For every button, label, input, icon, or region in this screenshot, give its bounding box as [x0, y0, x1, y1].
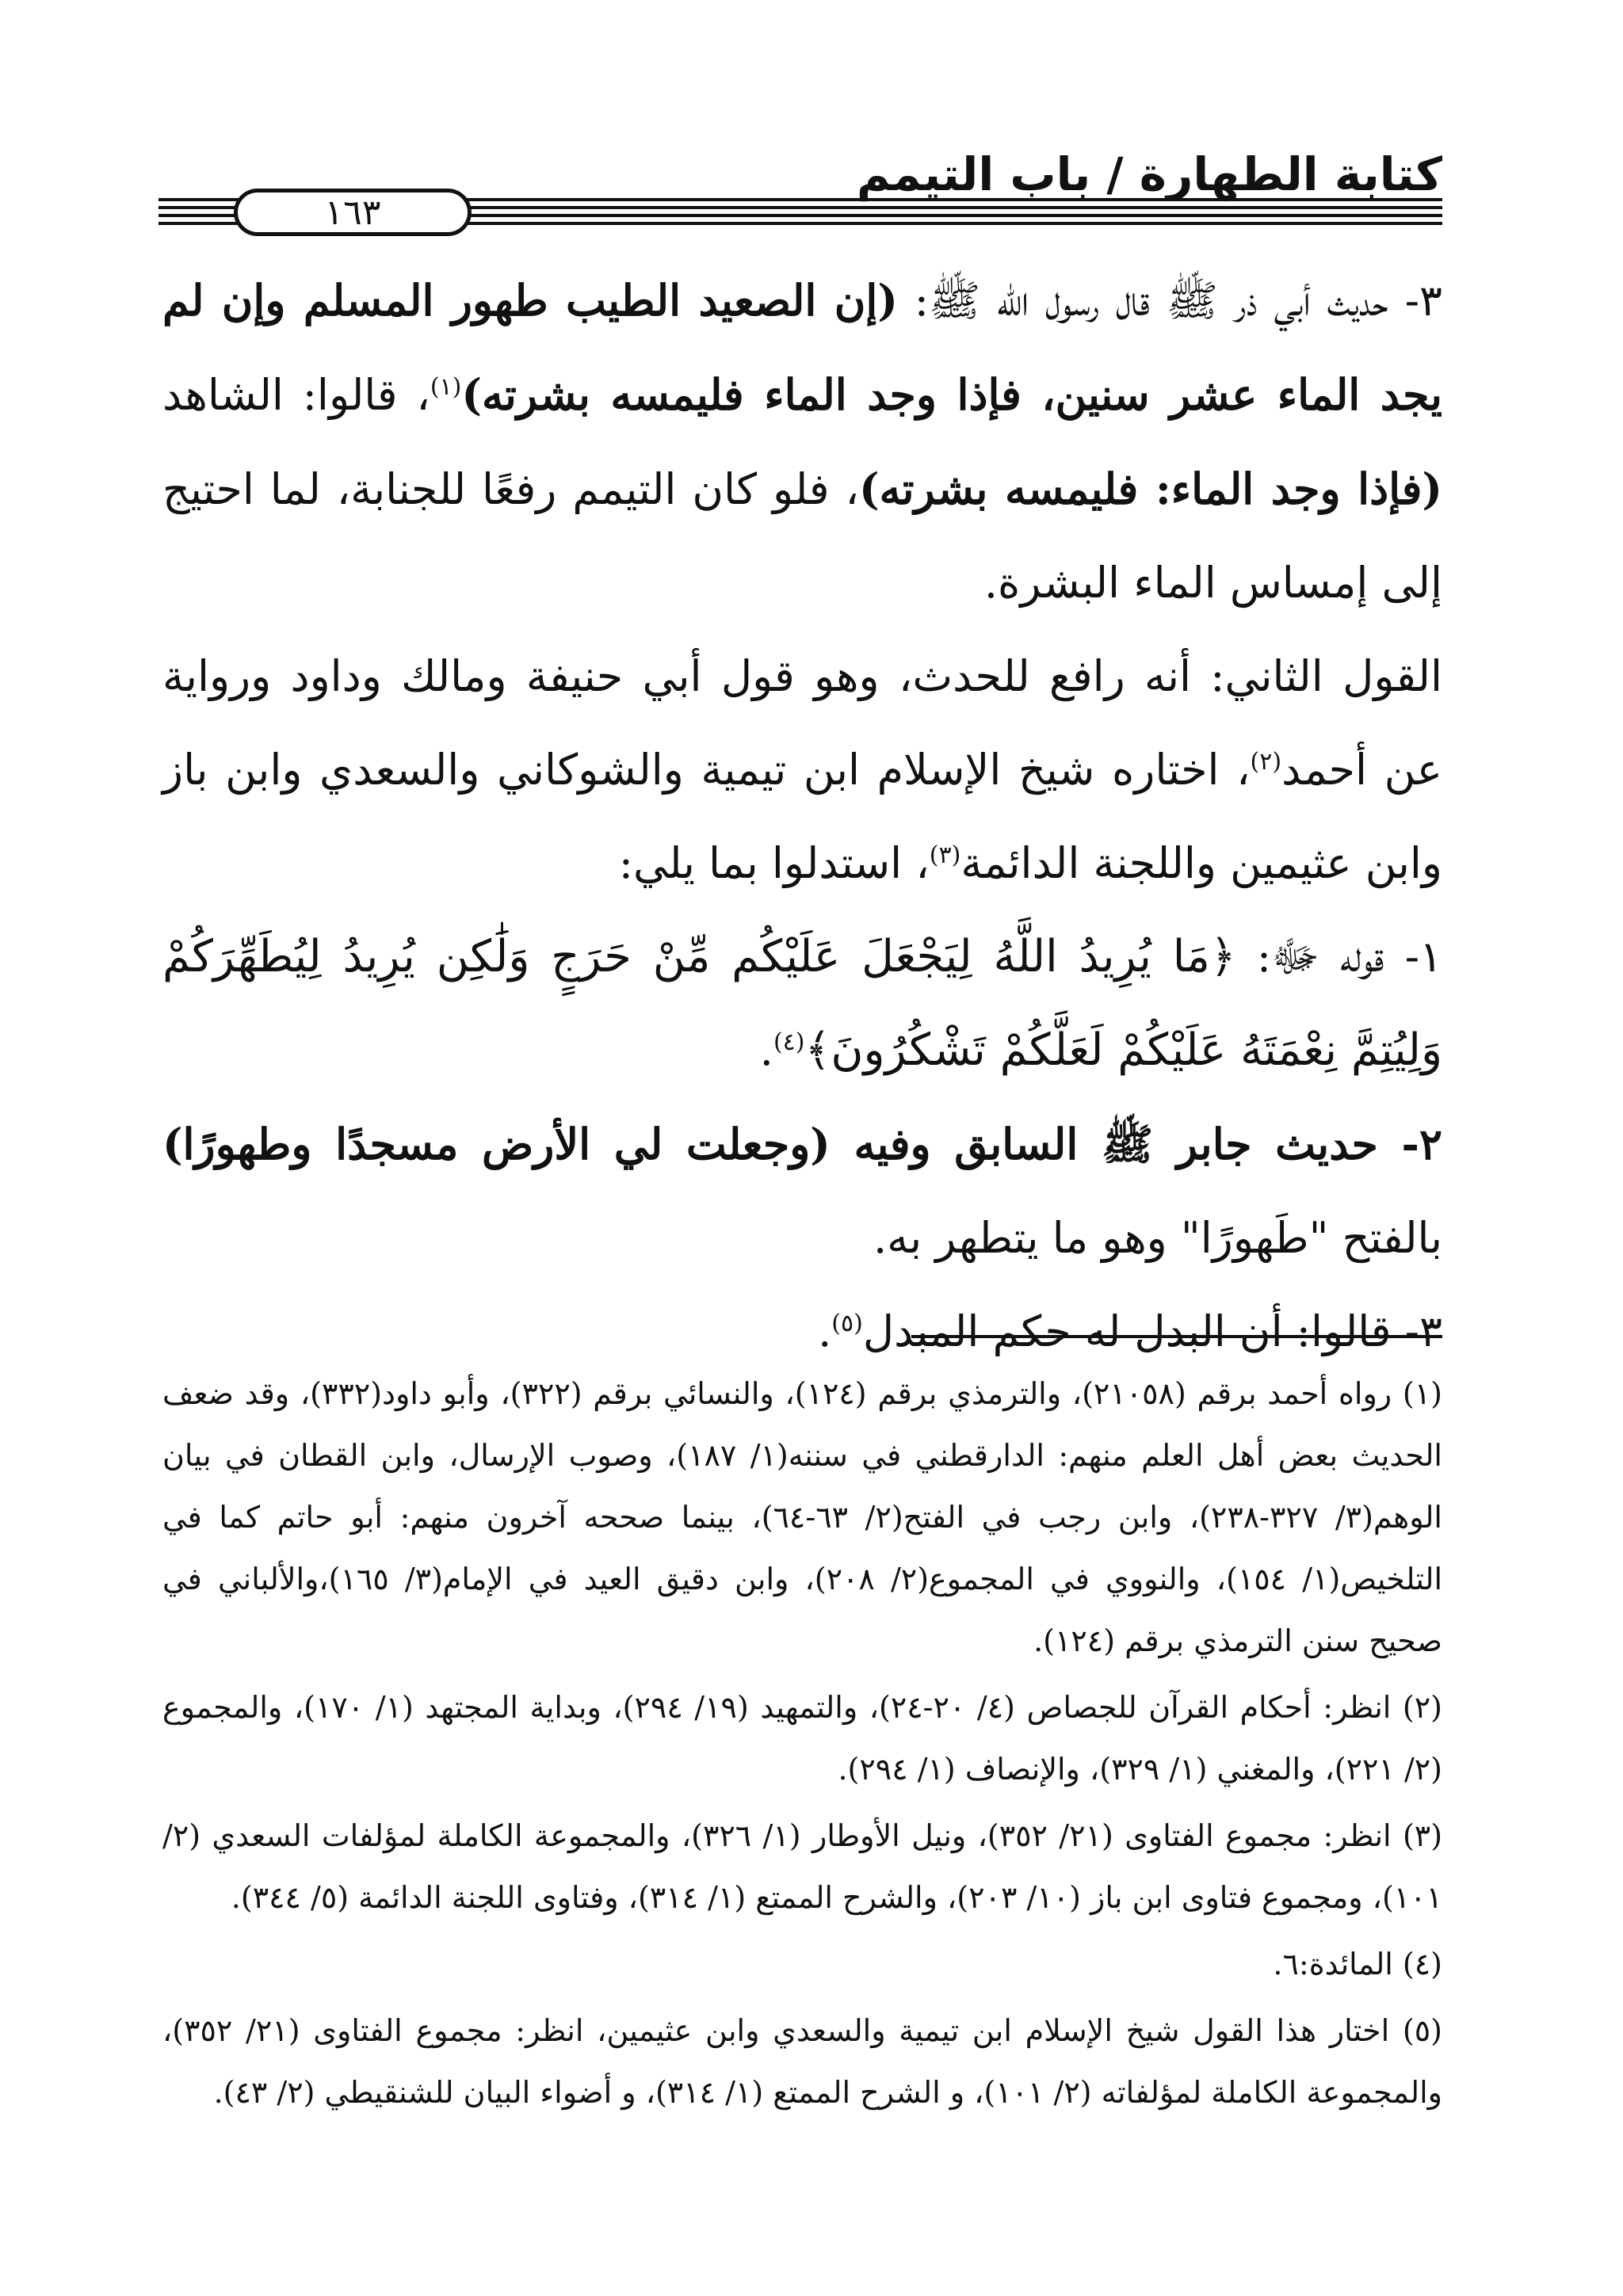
text-run: بالفتح "طَهورًا" وهو ما يتطهر به.	[873, 1213, 1442, 1263]
text-run: ٢- حديث جابر ﷺ السابق وفيه	[830, 1119, 1442, 1169]
footnote-number: (٣)	[1402, 1818, 1443, 1853]
footnote-text: المائدة:٦.	[1273, 1947, 1393, 1981]
footnote-text: انظر: مجموع الفتاوى (٢١/ ٣٥٢)، ونيل الأوطار (١/ ٣٢٦)، والمجموعة الكاملة لمؤلفات السعدي (٢/ ١٠١)، ومجموع فتاوى ابن باز (١٠/ ٢٠٣)، والشرح الممتع (١/ ٣١٤)، وفتاوى اللجنة الدائمة (٥/ ٣٤٤).	[162, 1818, 1442, 1915]
footnote-text: انظر: أحكام القرآن للجصاص (٤/ ٢٠-٢٤)، والتمهيد (١٩/ ٢٩٤)، وبداية المجتهد (١/ ١٧٠)، والمجموع (٢/ ٢٢١)، والمغني (١/ ٣٢٩)، والإنصاف (١/ ٢٩٤).	[162, 1690, 1442, 1787]
paragraph	[162, 254, 1442, 630]
text-run: ، استدلوا بما يلي:	[618, 838, 930, 888]
footnote-ref: (١)	[430, 373, 462, 401]
footnote-text: رواه أحمد برقم (٢١٠٥٨)، والترمذي برقم (١٢٤)، والنسائي برقم (٣٢٢)، وأبو داود(٣٣٢)، وقد ضعف الحديث بعض أهل العلم منهم: الدارقطني في سننه(١/ ١٨٧)، وصوب الإرسال، وابن القطان في بيان الوهم(٣/ ٣٢٧-٢٣٨)، وابن رجب في الفتح(٢/ ٦٣-٦٤)، بينما صححه آخرون منهم: أبو حاتم كما في التلخيص(١/ ١٥٤)، والنووي في المجموع(٢/ ٢٠٨)، وابن دقيق العيد في الإمام(٣/ ١٦٥)،والألباني في صحيح سنن الترمذي برقم (١٢٤).	[162, 1376, 1442, 1658]
footnote-ref: (٤)	[773, 1028, 805, 1056]
footnote	[162, 1676, 1442, 1800]
text-run: ، فلو كان التيمم رفعًا للجنابة، لما احتيج إلى إمساس الماء البشرة.	[162, 464, 1442, 608]
footnote	[162, 1363, 1442, 1672]
footnote-text: اختار هذا القول شيخ الإسلام ابن تيمية والسعدي وابن عثيمين، انظر: مجموع الفتاوى (٢١/ ٣٥٢)، والمجموعة الكاملة لمؤلفاته (٢/ ١٠١)، و الشرح الممتع (١/ ٣١٤)، و أضواء البيان للشنقيطي (٢/ ٤٣).	[162, 2013, 1442, 2110]
page-number: ١٦٣	[234, 189, 472, 236]
footnote-ref: (٢)	[1250, 748, 1282, 776]
text-run: ٣- حديث أبي ذر ﷺ قال رسول الله ﷺ:	[897, 276, 1442, 326]
running-title: كتابة الطهارة / باب التيمم	[856, 147, 1442, 201]
footnote	[162, 2000, 1442, 2123]
paragraph	[162, 630, 1442, 910]
footnote-ref: (٣)	[929, 841, 961, 869]
text-run: ٣- قالوا: أن البدل له حكم المبدل	[862, 1306, 1442, 1356]
text-run: ، قالوا: الشاهد	[162, 370, 430, 420]
paragraph	[162, 1097, 1442, 1285]
paragraph	[162, 910, 1442, 1097]
quran-verse: ﴿مَا يُرِيدُ اللَّهُ لِيَجْعَلَ عَلَيْكُم مِّنْ حَرَجٍ وَلَٰكِن يُرِيدُ لِيُطَهِّرَكُمْ وَلِيُتِمَّ نِعْمَتَهُ عَلَيْكُمْ لَعَلَّكُمْ تَشْكُرُونَ﴾	[162, 931, 1442, 1076]
text-run: ، اختاره شيخ الإسلام ابن تيمية والشوكاني والسعدي وابن باز وابن عثيمين واللجنة الدائمة	[162, 745, 1442, 888]
footnote-number: (٢)	[1402, 1690, 1442, 1725]
footnote-number: (٤)	[1402, 1947, 1442, 1981]
footnote	[162, 1805, 1442, 1928]
hadith-quote: (فإذا وجد الماء: فليمسه بشرته)	[858, 463, 1442, 514]
footnote-number: (٥)	[1402, 2013, 1442, 2048]
page-header	[158, 143, 1442, 238]
footnote-ref: (٥)	[831, 1310, 863, 1337]
hadith-quote: (وجعلت لي الأرض مسجدًا وطهورًا)	[162, 1119, 831, 1169]
text-run: .	[759, 1025, 773, 1075]
hadith-quote: (إن الصعيد الطيب طهور المسلم وإن لم يجد الماء عشر سنين، فإذا وجد الماء فليمسه بشرته)	[162, 275, 1442, 420]
text-run: ١- قوله ﷻ:	[1235, 932, 1442, 982]
footnote-separator	[911, 1335, 1442, 1338]
footnotes	[162, 1363, 1442, 2128]
footnote	[162, 1933, 1442, 1995]
main-text	[162, 254, 1442, 1379]
footnote-number: (١)	[1402, 1376, 1442, 1411]
text-run: القول الثاني: أنه رافع للحدث، وهو قول أبي حنيفة ومالك وداود ورواية عن أحمد	[162, 651, 1442, 795]
text-run: .	[818, 1306, 832, 1356]
